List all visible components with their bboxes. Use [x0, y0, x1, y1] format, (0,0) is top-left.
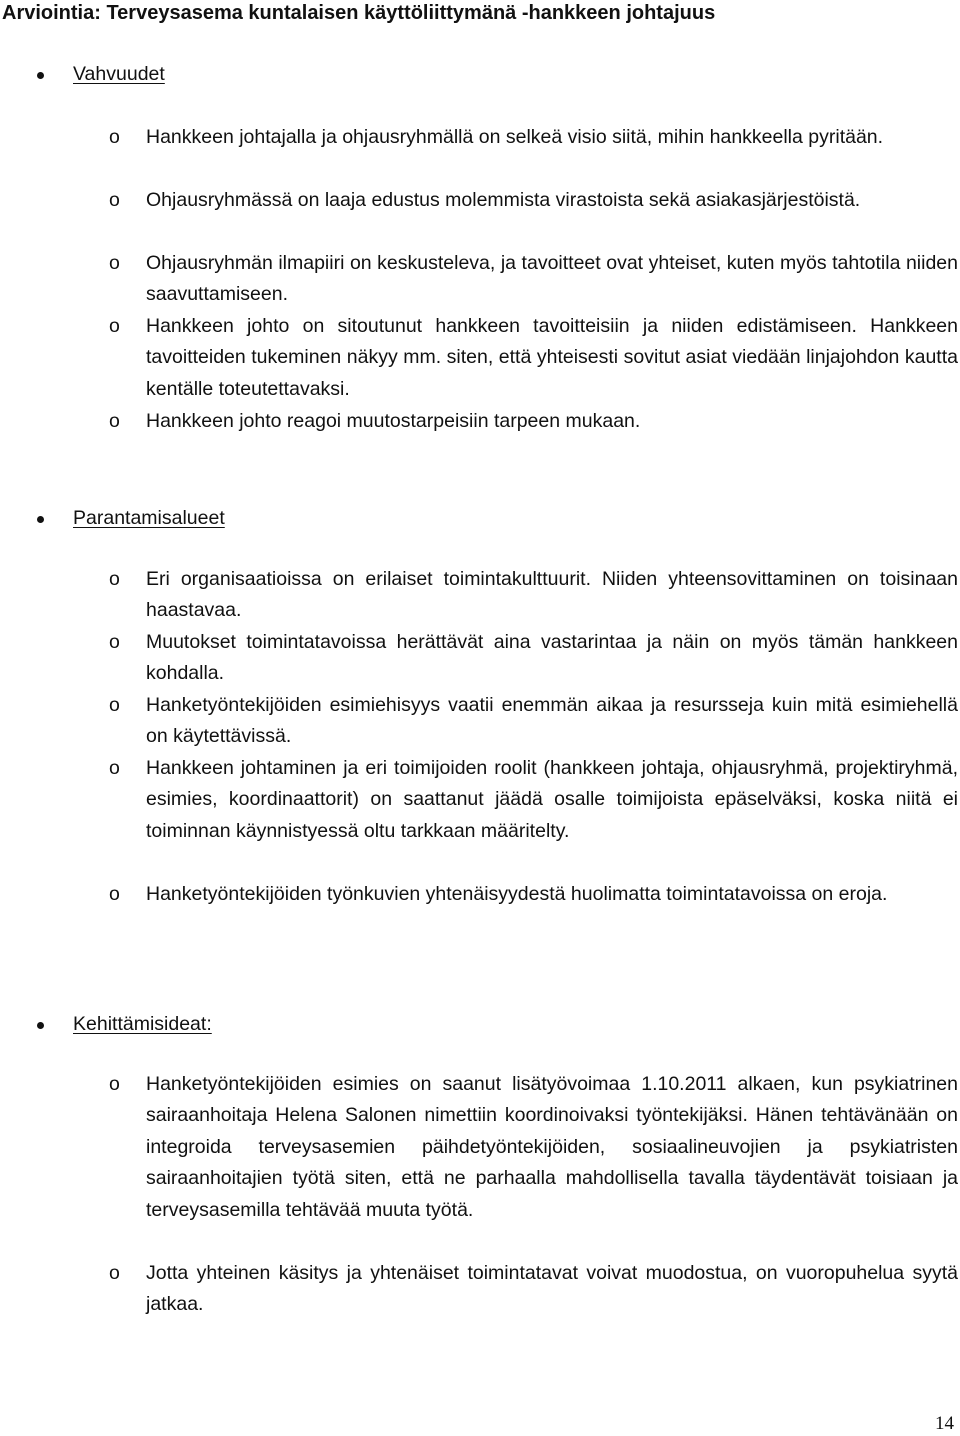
- list-item-text: Hanketyöntekijöiden työnkuvien yhtenäisyydestä huolimatta toimintatavoissa on eroja.: [146, 883, 888, 905]
- list-marker: o: [109, 1073, 120, 1095]
- list-item-text: Hankkeen johto reagoi muutostarpeisiin tarpeen mukaan.: [146, 410, 641, 432]
- list-item-text: Eri organisaatioissa on erilaiset toimintakulttuurit. Niiden yhteensovittaminen on toisinaan haastavaa.: [146, 568, 958, 622]
- list-marker: o: [109, 568, 120, 590]
- list-marker: o: [109, 1262, 120, 1284]
- section-heading: Kehittämisideat:: [73, 1013, 212, 1035]
- list-item-text: Muutokset toimintatavoissa herättävät aina vastarintaa ja näin on myös tämän hankkeen kohdalla.: [146, 631, 958, 685]
- list-item-text: Hanketyöntekijöiden esimies on saanut lisätyövoimaa 1.10.2011 alkaen, kun psykiatrinen sairaanhoitaja Helena Salonen nimettiin koordinoivaksi työntekijäksi. Hänen tehtävänään on integroida terveysasemien päihdetyöntekijöiden, sosiaalineuvojien ja psykiatristen sairaanhoitajien työtä siten, että ne parhaalla mahdollisella tavalla täydentävät toisiaan ja terveysasemilla tehtävää muuta työtä.: [146, 1073, 958, 1221]
- section-heading: Vahvuudet: [73, 63, 165, 85]
- list-marker: o: [109, 410, 120, 432]
- list-marker: o: [109, 315, 120, 337]
- list-item-text: Hankkeen johto on sitoutunut hankkeen tavoitteisiin ja niiden edistämiseen. Hankkeen tavoitteiden tukeminen näkyy mm. siten, että yhteisesti sovitut asiat viedään linjajohdon kautta kentälle toteutettavaksi.: [146, 315, 958, 400]
- list-item-text: Ohjausryhmässä on laaja edustus molemmista virastoista sekä asiakasjärjestöistä.: [146, 189, 861, 211]
- list-marker: o: [109, 189, 120, 211]
- page-title: Arviointia: Terveysasema kuntalaisen käyttöliittymänä -hankkeen johtajuus: [2, 2, 716, 24]
- bullet-icon: [37, 516, 44, 523]
- list-marker: o: [109, 252, 120, 274]
- list-item-text: Hanketyöntekijöiden esimiehisyys vaatii enemmän aikaa ja resursseja kuin mitä esimiehellä on käytettävissä.: [146, 694, 958, 748]
- list-marker: o: [109, 883, 120, 905]
- list-marker: o: [109, 694, 120, 716]
- list-marker: o: [109, 126, 120, 148]
- list-item-text: Hankkeen johtajalla ja ohjausryhmällä on selkeä visio siitä, mihin hankkeella pyritään.: [146, 126, 884, 148]
- list-item-text: Jotta yhteinen käsitys ja yhtenäiset toimintatavat voivat muodostua, on vuoropuhelua syytä jatkaa.: [146, 1262, 958, 1316]
- list-item-text: Hankkeen johtaminen ja eri toimijoiden roolit (hankkeen johtaja, ohjausryhmä, projektiryhmä, esimies, koordinaattorit) on saattanut jäädä osalle toimijoista epäselväksi, koska niitä ei toiminnan käynnistyessä oltu tarkkaan määritelty.: [146, 757, 958, 842]
- section-heading: Parantamisalueet: [73, 507, 225, 529]
- page-number: 14: [935, 1413, 954, 1434]
- bullet-icon: [37, 72, 44, 79]
- list-marker: o: [109, 631, 120, 653]
- bullet-icon: [37, 1022, 44, 1029]
- list-item-text: Ohjausryhmän ilmapiiri on keskusteleva, ja tavoitteet ovat yhteiset, kuten myös tahtotila niiden saavuttamiseen.: [146, 252, 958, 306]
- list-marker: o: [109, 757, 120, 779]
